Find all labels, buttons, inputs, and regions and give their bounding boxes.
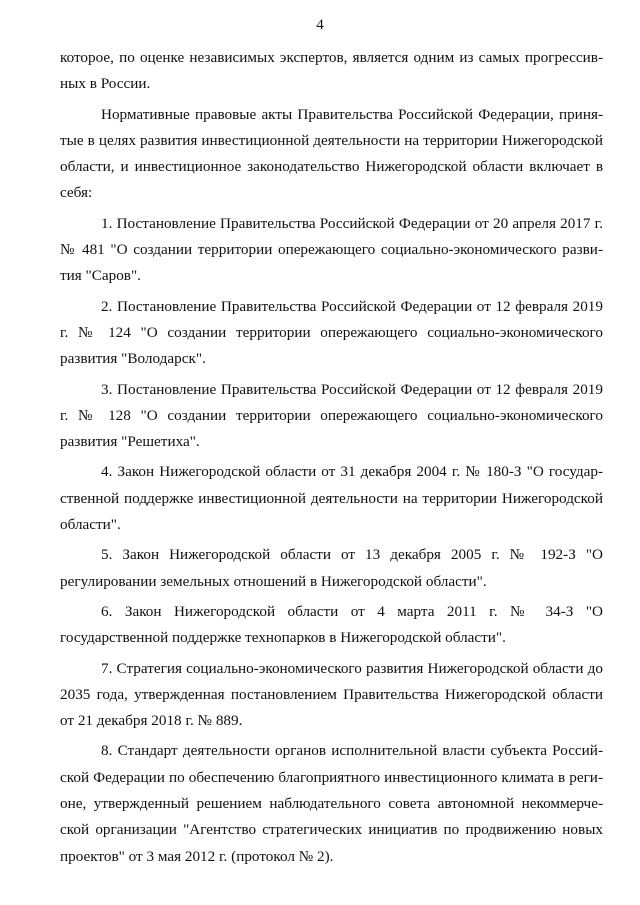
- list-item-4: 4. Закон Нижегородской области от 31 декабря 2004 г. № 180-З "О государственной поддержке инвестиционной деятельности на территории Нижегородской области".: [60, 463, 603, 534]
- list-item-6: 6. Закон Нижегородской области от 4 марта 2011 г. № 34-З "О государственной поддержке технопарков в Нижегородской области".: [60, 602, 603, 647]
- paragraph-continuation: которое, по оценке независимых экспертов, является одним из самых прогрессивных в России.: [60, 49, 603, 93]
- list-item-8: 8. Стандарт деятельности органов исполнительной власти субъекта Российской Федерации по обеспечению благоприятного инвестиционного климата в регионе, утвержденный решением наблюдательного совета автономной некоммерческой организации "Агентство стратегических инициатив по продвижению новых проектов" от 3 мая 2012 г. (протокол № 2).: [60, 742, 603, 865]
- page-number: 4: [316, 17, 324, 33]
- document-body: [60, 45, 603, 874]
- list-item-2: 2. Постановление Правительства Российской Федерации от 12 февраля 2019 г. № 124 "О создании территории опережающего социально-экономического развития "Володарск".: [60, 297, 603, 368]
- list-item-7: 7. Стратегия социально-экономического развития Нижегородской области до 2035 года, утвержденная постановлением Правительства Нижегородской области от 21 декабря 2018 г. № 889.: [60, 659, 603, 730]
- paragraph-intro: Нормативные правовые акты Правительства Российской Федерации, принятые в целях развития инвестиционной деятельности на территории Нижегородской области, и инвестиционное законодательство Нижегородской области включает в себя:: [60, 105, 603, 202]
- list-item-1: 1. Постановление Правительства Российской Федерации от 20 апреля 2017 г. № 481 "О создании территории опережающего социально-экономического развития "Саров".: [60, 214, 603, 285]
- list-item-5: 5. Закон Нижегородской области от 13 декабря 2005 г. № 192-З "О регулировании земельных отношений в Нижегородской области".: [60, 546, 603, 590]
- list-item-3: 3. Постановление Правительства Российской Федерации от 12 февраля 2019 г. № 128 "О создании территории опережающего социально-экономического развития "Решетиха".: [60, 380, 603, 451]
